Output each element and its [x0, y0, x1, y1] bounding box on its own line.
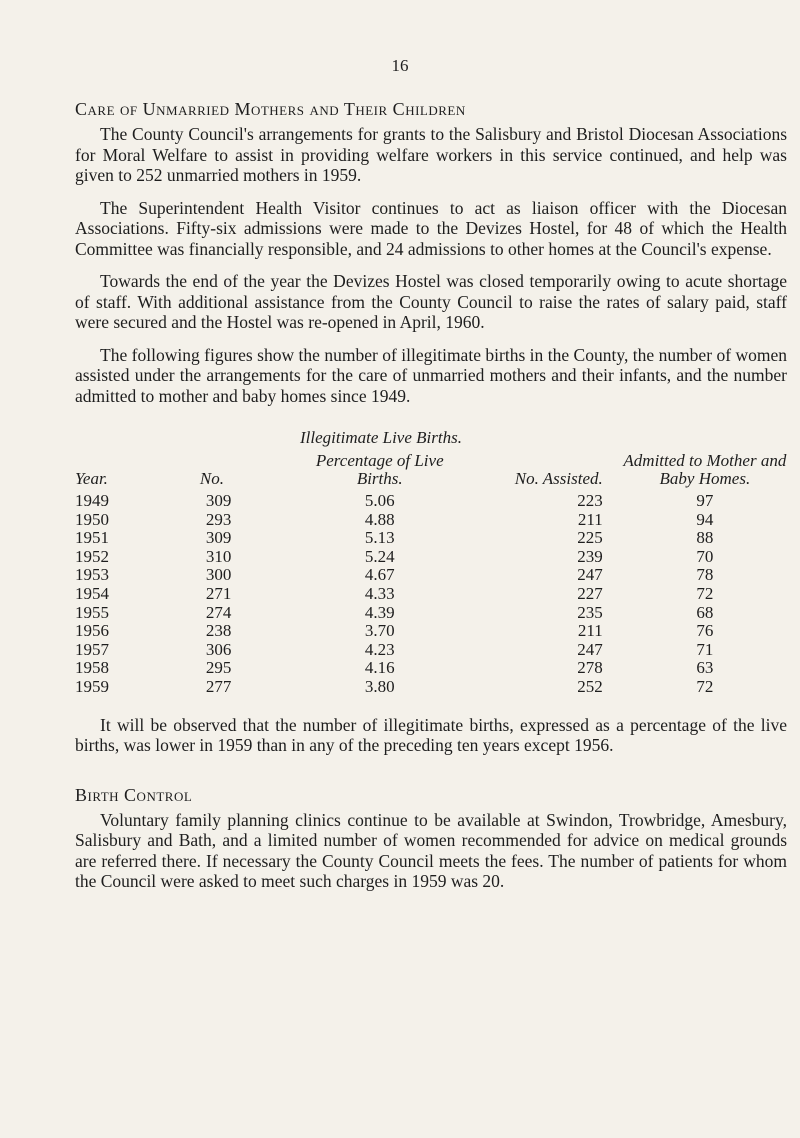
cell-admitted: 97: [696, 491, 714, 510]
cell-percentage: 4.88: [364, 509, 395, 529]
paragraph: The Superintendent Health Visitor continues to act as liaison officer with the Diocesan Associations. Fifty-six admissions were made to the Devizes Hostel, for 48 of which the Health Committee was financially responsible, and 24 admissions to other homes at the Council's expense.: [75, 197, 787, 259]
header-percentage: Percentage of Live Births.: [315, 451, 444, 488]
table-header-row: [70, 452, 787, 492]
cell-percentage: 5.06: [364, 491, 395, 510]
paragraph: Voluntary family planning clinics continue to be available at Swindon, Trowbridge, Amesbury, Salisbury and Bath, and a limited number of women recommended for advice on medical grounds are referred there. If necessary the County Council meets the fees. The number of patients for whom the Council were asked to meet such charges in 1959 was 20.: [75, 809, 787, 892]
paragraph: Towards the end of the year the Devizes Hostel was closed temporarily owing to acute shortage of staff. With additional assistance from the County Council to raise the rates of salary paid, staff were secured and the Hostel was re-opened in April, 1960.: [75, 271, 787, 332]
cell-year: 1953: [75, 565, 109, 585]
paragraph: The County Council's arrangements for grants to the Salisbury and Bristol Diocesan Associations for Moral Welfare to assist in providing welfare workers in this service continued, and help was given to 252 unmarried mothers in 1959.: [75, 124, 787, 185]
paragraph: It will be observed that the number of illegitimate births, expressed as a percentage of the live births, was lower in 1959 than in any of the preceding ten years except 1956.: [75, 714, 787, 756]
cell-number: 238: [205, 621, 232, 641]
page-number: 16: [391, 56, 409, 75]
cell-assisted: 239: [577, 546, 603, 566]
table-row: [70, 659, 787, 678]
cell-percentage: 5.13: [364, 528, 395, 548]
table-row: [70, 492, 787, 511]
cell-admitted: 78: [696, 565, 714, 585]
cell-assisted: 227: [577, 583, 603, 603]
cell-assisted: 247: [577, 639, 603, 659]
cell-number: 300: [205, 565, 232, 585]
table-caption: Illegitimate Live Births.: [300, 428, 462, 447]
cell-percentage: 4.33: [364, 583, 395, 603]
cell-percentage: 3.70: [364, 621, 395, 641]
table-row: [70, 566, 787, 585]
cell-percentage: 3.80: [364, 676, 395, 696]
cell-admitted: 63: [696, 658, 714, 678]
cell-assisted: 225: [577, 528, 603, 548]
cell-number: 309: [205, 528, 232, 548]
cell-admitted: 68: [696, 602, 714, 622]
table-row: [70, 585, 787, 604]
table-row: [70, 511, 787, 530]
cell-assisted: 223: [577, 491, 603, 510]
table-row: [70, 622, 787, 641]
cell-admitted: 72: [696, 583, 714, 603]
header-admitted: Admitted to Mother and Baby Homes.: [623, 451, 787, 488]
table-row: [70, 548, 787, 567]
section-heading: Birth Control: [75, 784, 193, 805]
cell-percentage: 5.24: [364, 546, 395, 566]
table-row: [70, 604, 787, 623]
cell-year: 1954: [75, 583, 109, 603]
cell-admitted: 70: [696, 546, 714, 566]
cell-year: 1955: [75, 602, 109, 622]
paragraph: The following figures show the number of illegitimate births in the County, the number of women assisted under the arrangements for the care of unmarried mothers and their infants, and the number admitted to mother and baby homes since 1949.: [75, 344, 787, 406]
cell-year: 1959: [75, 676, 109, 696]
header-assisted: No. Assisted.: [514, 469, 603, 488]
cell-year: 1956: [75, 621, 109, 641]
cell-year: 1949: [75, 491, 109, 510]
cell-assisted: 278: [577, 658, 603, 678]
header-no: No.: [199, 469, 224, 488]
cell-number: 293: [205, 509, 232, 529]
table-row: [70, 641, 787, 660]
cell-assisted: 252: [577, 676, 603, 696]
table-row: [70, 678, 787, 697]
cell-number: 274: [205, 602, 232, 622]
cell-number: 309: [205, 491, 232, 510]
cell-assisted: 247: [577, 565, 603, 585]
cell-percentage: 4.67: [364, 565, 395, 585]
cell-percentage: 4.23: [364, 639, 395, 659]
section-heading: Care of Unmarried Mothers and Their Children: [75, 99, 466, 119]
cell-number: 295: [205, 658, 232, 678]
cell-admitted: 76: [696, 621, 714, 641]
header-year: Year.: [75, 469, 108, 488]
cell-number: 277: [205, 676, 232, 696]
cell-assisted: 211: [577, 509, 603, 529]
cell-number: 306: [205, 639, 232, 659]
cell-percentage: 4.39: [364, 602, 395, 622]
cell-year: 1957: [75, 639, 109, 659]
table-row: [70, 529, 787, 548]
cell-year: 1951: [75, 528, 109, 548]
cell-admitted: 88: [696, 528, 714, 548]
cell-year: 1950: [75, 509, 109, 529]
cell-admitted: 72: [696, 676, 714, 696]
cell-admitted: 94: [696, 509, 714, 529]
cell-assisted: 235: [577, 602, 603, 622]
births-table: [70, 452, 787, 697]
cell-year: 1958: [75, 658, 109, 678]
cell-number: 310: [205, 546, 232, 566]
cell-number: 271: [205, 583, 232, 603]
cell-year: 1952: [75, 546, 109, 566]
cell-admitted: 71: [696, 639, 714, 659]
cell-assisted: 211: [577, 621, 603, 641]
cell-percentage: 4.16: [364, 658, 395, 678]
table-body: [70, 492, 787, 697]
